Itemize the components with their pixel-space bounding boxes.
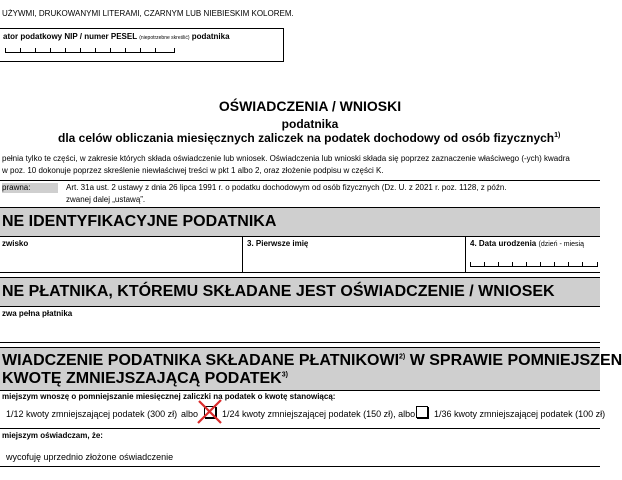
withdraw-statement: wycofuję uprzednio złożone oświadczenie [6,452,174,462]
payer-name-label: zwa pełna płatnika [2,309,73,318]
section-c-header [0,277,600,307]
option-1-24-label: 1/24 kwoty zmniejszającej podatek (150 zł), albo [222,409,416,419]
header-instruction: UŻYWMI, DRUKOWANYMI LITERAMI, CZARNYM LUB NIEBIESKIM KOLOREM. [2,9,294,18]
birth-date-label: 4. Data urodzenia (dzień - miesią [470,239,584,248]
surname-label: zwisko [2,239,29,248]
section-c-fields [0,306,600,343]
section-b-title: NE IDENTYFIKACYJNE PODATNIKA [2,213,277,230]
section-c-title: NE PŁATNIKA, KTÓREMU SKŁADANE JEST OŚWIADCZENIE / WNIOSEK [2,283,555,300]
legal-text-2: zwanej dalej „ustawą”. [66,195,146,204]
intro-line-2: w poz. 10 dokonuje poprzez skreślenie niewłaściwej treści w pkt 1 albo 2, oraz złożenie podpisu w części K. [2,166,384,175]
section-d-title-line-1: WIADCZENIE PODATNIKA SKŁADANE PŁATNIKOWI$^{2)}$ W SPRAWIE POMNIEJSZEN [2,352,622,369]
option-1-36-label: 1/36 kwoty zmniejszającej podatek (100 zł) [434,409,606,419]
nip-note: (niepotrzebne skreślić) [139,35,190,41]
form-subtitle-2: dla celów obliczania miesięcznych zaliczek na podatek dochodowy od osób fizycznych$^{1)}$ [58,131,561,145]
intro-line-1: pełnia tylko te części, w zakresie których składa oświadczenie lub wniosek. Oświadczenia lub wnioski składa się poprzez zaznaczenie właściwego (-ych) kwadra [2,154,570,163]
form-subtitle-1: podatnika [281,117,339,131]
first-name-label: 3. Pierwsze imię [247,239,309,248]
birth-date-input[interactable] [470,261,598,267]
section-b-fields [0,236,600,273]
section-b-header [0,207,600,237]
red-x-mark-icon [196,398,224,426]
option-1-12-label: 1/12 kwoty zmniejszającej podatek (300 zł) [6,409,178,419]
birth-date-note: (dzień - miesią [538,241,584,248]
legal-basis [0,180,600,206]
albo-label: albo [181,409,199,419]
form-title: OŚWIADCZENIA / WNIOSKI [218,98,402,114]
nip-input-boxes[interactable] [5,47,175,53]
section-d-header [0,347,622,391]
reduction-request-label: miejszym wnoszę o pomniejszanie miesięcznej zaliczki na podatek o kwotę stanowiącą: [2,392,336,401]
nip-box [0,28,284,62]
legal-text-1: Art. 31a ust. 2 ustawy z dnia 26 lipca 1991 r. o podatku dochodowym od osób fizycznych (Dz. U. z 2021 r. poz. 1128, z późn. [66,183,507,192]
nip-label: ator podatkowy NIP / numer PESEL (niepotrzebne skreślić) podatnika [3,32,230,41]
section-d-title-line-2: KWOTĘ ZMNIEJSZAJĄCĄ PODATEK$^{3)}$ [2,370,288,387]
option-1-36-checkbox[interactable] [416,406,428,418]
legal-label: prawna: [2,183,58,193]
declaration-label: miejszym oświadczam, że: [2,431,103,440]
